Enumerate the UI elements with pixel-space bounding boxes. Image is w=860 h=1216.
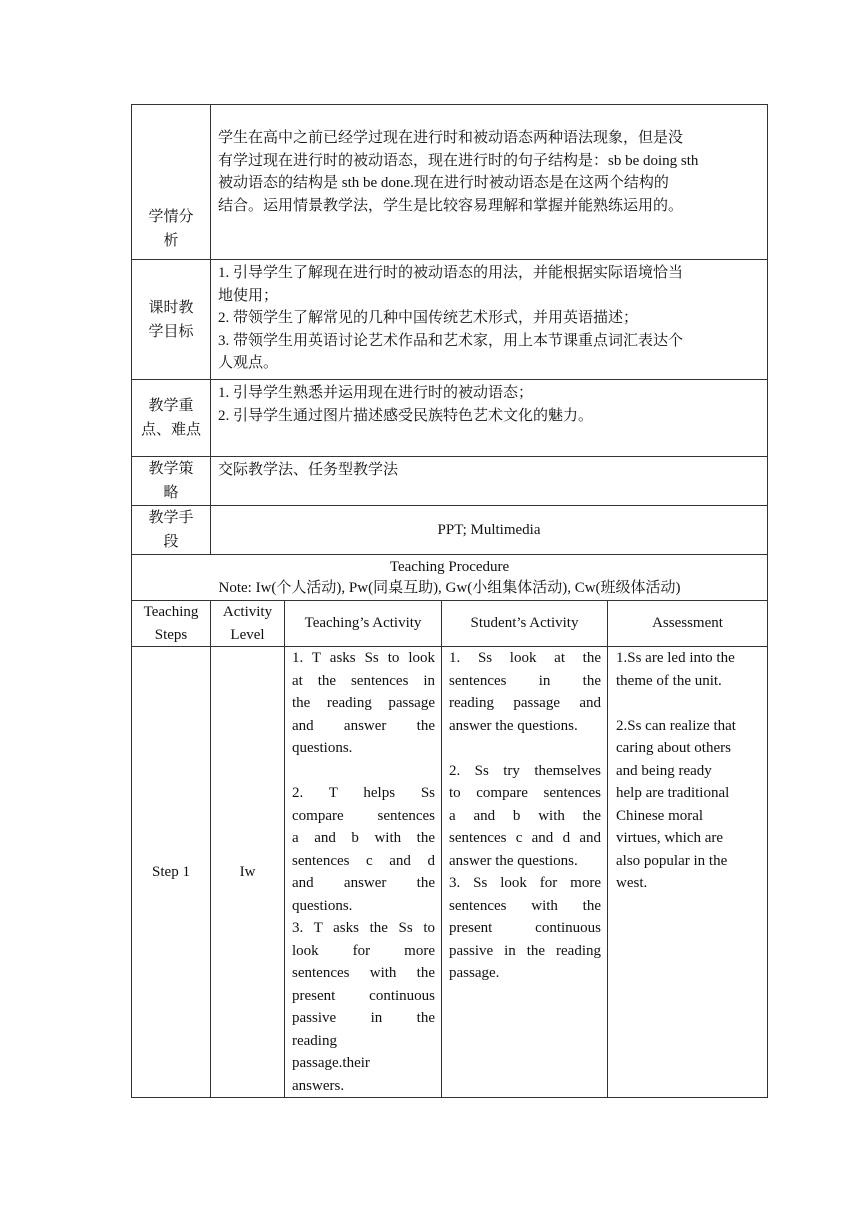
activity-line: sentences in the bbox=[449, 672, 601, 689]
content-line: 结合。运用情景教学法，学生是比较容易理解和掌握并能熟练运用的。 bbox=[218, 197, 684, 214]
activity-line: caring about others bbox=[616, 740, 731, 756]
activity-line: to compare sentences bbox=[449, 785, 601, 801]
label-line: 略 bbox=[163, 485, 179, 501]
student-analysis-content bbox=[211, 105, 768, 260]
level-cell bbox=[211, 647, 285, 1098]
activity-line: Chinese moral bbox=[616, 807, 704, 824]
activity-line: and answer the bbox=[292, 717, 435, 734]
content-line: 1. 引导学生了解现在进行时的被动语态的用法，并能根据实际语境恰当 bbox=[218, 265, 684, 281]
content-line: 交际教学法、任务型教学法 bbox=[218, 462, 399, 478]
header-assessment bbox=[608, 601, 768, 647]
activity-line: and answer the bbox=[292, 875, 435, 891]
header-line: Steps bbox=[154, 626, 188, 643]
content-line: 2. 引导学生通过图片描述感受民族特色艺术文化的魅力。 bbox=[218, 407, 594, 424]
procedure-title: Teaching Procedure bbox=[389, 558, 510, 575]
header-activity-level bbox=[211, 601, 285, 647]
activity-line: compare sentences bbox=[292, 807, 435, 824]
label-line: 学目标 bbox=[148, 323, 194, 340]
activity-line: help are traditional bbox=[616, 785, 730, 801]
activity-line: sentences c and d and bbox=[449, 830, 601, 846]
activity-line: 2. Ss try themselves bbox=[449, 762, 601, 779]
activity-line: 1.Ss are led into the bbox=[616, 650, 735, 666]
label-line: 点、难点 bbox=[140, 422, 201, 438]
content-line: PPT; Multimedia bbox=[437, 521, 541, 538]
activity-line: 2.Ss can realize that bbox=[616, 717, 736, 734]
procedure-header bbox=[132, 555, 768, 601]
activity-line bbox=[616, 692, 763, 715]
activity-line: answer the questions. bbox=[449, 852, 578, 869]
activity-line bbox=[292, 760, 435, 783]
header-student-activity bbox=[442, 601, 608, 647]
procedure-note: Note: Iw(个人活动), Pw(同桌互助), Gw(小组集体活动), Cw(班级体活动) bbox=[218, 579, 681, 596]
teacher-activity-cell bbox=[285, 647, 442, 1098]
header-line: Teaching’s Activity bbox=[304, 615, 422, 632]
label-line: 教学策 bbox=[148, 461, 194, 477]
label-line: 课时教 bbox=[148, 299, 194, 316]
activity-line: look for more bbox=[292, 942, 435, 959]
activity-line: questions. bbox=[292, 740, 353, 756]
row-label-student-analysis bbox=[132, 105, 211, 260]
activity-line: 2. T helps Ss bbox=[292, 785, 435, 801]
activity-line: also popular in the bbox=[616, 852, 728, 869]
content-line: 3. 带领学生用英语讨论艺术作品和艺术家，用上本节课重点词汇表达个 bbox=[218, 332, 684, 349]
activity-line: passive in the bbox=[292, 1010, 435, 1026]
header-line: Student’s Activity bbox=[470, 615, 579, 632]
header-line: Teaching bbox=[143, 604, 199, 620]
step-cell bbox=[132, 647, 211, 1098]
content-line: 1. 引导学生熟悉并运用现在进行时的被动语态； bbox=[218, 385, 534, 401]
activity-line: a and b with the bbox=[449, 807, 601, 824]
activity-line: virtues, which are bbox=[616, 830, 724, 846]
content-line: 人观点。 bbox=[218, 355, 279, 371]
activity-line: reading bbox=[292, 1032, 337, 1049]
activity-line: theme of the unit. bbox=[616, 672, 722, 689]
activity-line: passage. bbox=[449, 965, 500, 981]
row-label-objectives bbox=[132, 260, 211, 380]
activity-line: present continuous bbox=[292, 987, 435, 1004]
activity-line: at the sentences in bbox=[292, 672, 435, 689]
student-activity-cell bbox=[442, 647, 608, 1098]
activity-line: 1. Ss look at the bbox=[449, 650, 601, 666]
activity-line: passage.their bbox=[292, 1055, 370, 1071]
activity-line: reading passage and bbox=[449, 695, 601, 711]
content-line: 有学过现在进行时的被动语态，现在进行时的句子结构是：sb be doing sth bbox=[218, 152, 699, 169]
header-line: Level bbox=[230, 626, 265, 643]
means-content bbox=[211, 506, 768, 555]
activity-line: questions. bbox=[292, 897, 353, 914]
content-line: 地使用； bbox=[218, 287, 279, 304]
row-label-means bbox=[132, 506, 211, 555]
activity-line: sentences with the bbox=[449, 897, 601, 914]
header-teaching-steps bbox=[132, 601, 211, 647]
objectives-content bbox=[211, 260, 768, 380]
lesson-plan-table bbox=[131, 104, 768, 1098]
activity-line: and being ready bbox=[616, 762, 712, 779]
activity-line: west. bbox=[616, 875, 648, 891]
activity-line: 3. T asks the Ss to bbox=[292, 920, 435, 936]
level-label: Iw bbox=[239, 863, 256, 880]
label-line: 段 bbox=[163, 534, 179, 550]
label-line: 教学重 bbox=[148, 398, 194, 414]
key-points-content bbox=[211, 380, 768, 457]
row-label-strategy bbox=[132, 457, 211, 506]
header-teacher-activity bbox=[285, 601, 442, 647]
strategy-content bbox=[211, 457, 768, 506]
activity-line bbox=[449, 737, 601, 760]
activity-line: answers. bbox=[292, 1077, 345, 1094]
row-label-key-points bbox=[132, 380, 211, 457]
activity-line: sentences c and d bbox=[292, 852, 435, 869]
activity-line: a and b with the bbox=[292, 830, 435, 846]
header-line: Activity bbox=[222, 604, 273, 620]
activity-line: the reading passage bbox=[292, 695, 435, 711]
label-line: 学情分 bbox=[148, 209, 194, 225]
activity-line: passive in the reading bbox=[449, 942, 601, 959]
activity-line: answer the questions. bbox=[449, 717, 578, 734]
content-line: 2. 带领学生了解常见的几种中国传统艺术形式，并用英语描述； bbox=[218, 310, 639, 326]
step-label: Step 1 bbox=[152, 863, 190, 880]
activity-line: 1. T asks Ss to look bbox=[292, 650, 435, 666]
content-line: 被动语态的结构是 sth be done.现在进行时被动语态是在这两个结构的 bbox=[218, 175, 669, 191]
activity-line: sentences with the bbox=[292, 965, 435, 981]
activity-line: present continuous bbox=[449, 920, 601, 936]
label-line: 析 bbox=[163, 233, 179, 249]
assessment-cell bbox=[608, 647, 768, 1098]
label-line: 教学手 bbox=[148, 510, 194, 526]
header-line: Assessment bbox=[652, 615, 723, 632]
activity-line: 3. Ss look for more bbox=[449, 875, 601, 891]
content-line: 学生在高中之前已经学过现在进行时和被动语态两种语法现象，但是没 bbox=[218, 130, 684, 146]
